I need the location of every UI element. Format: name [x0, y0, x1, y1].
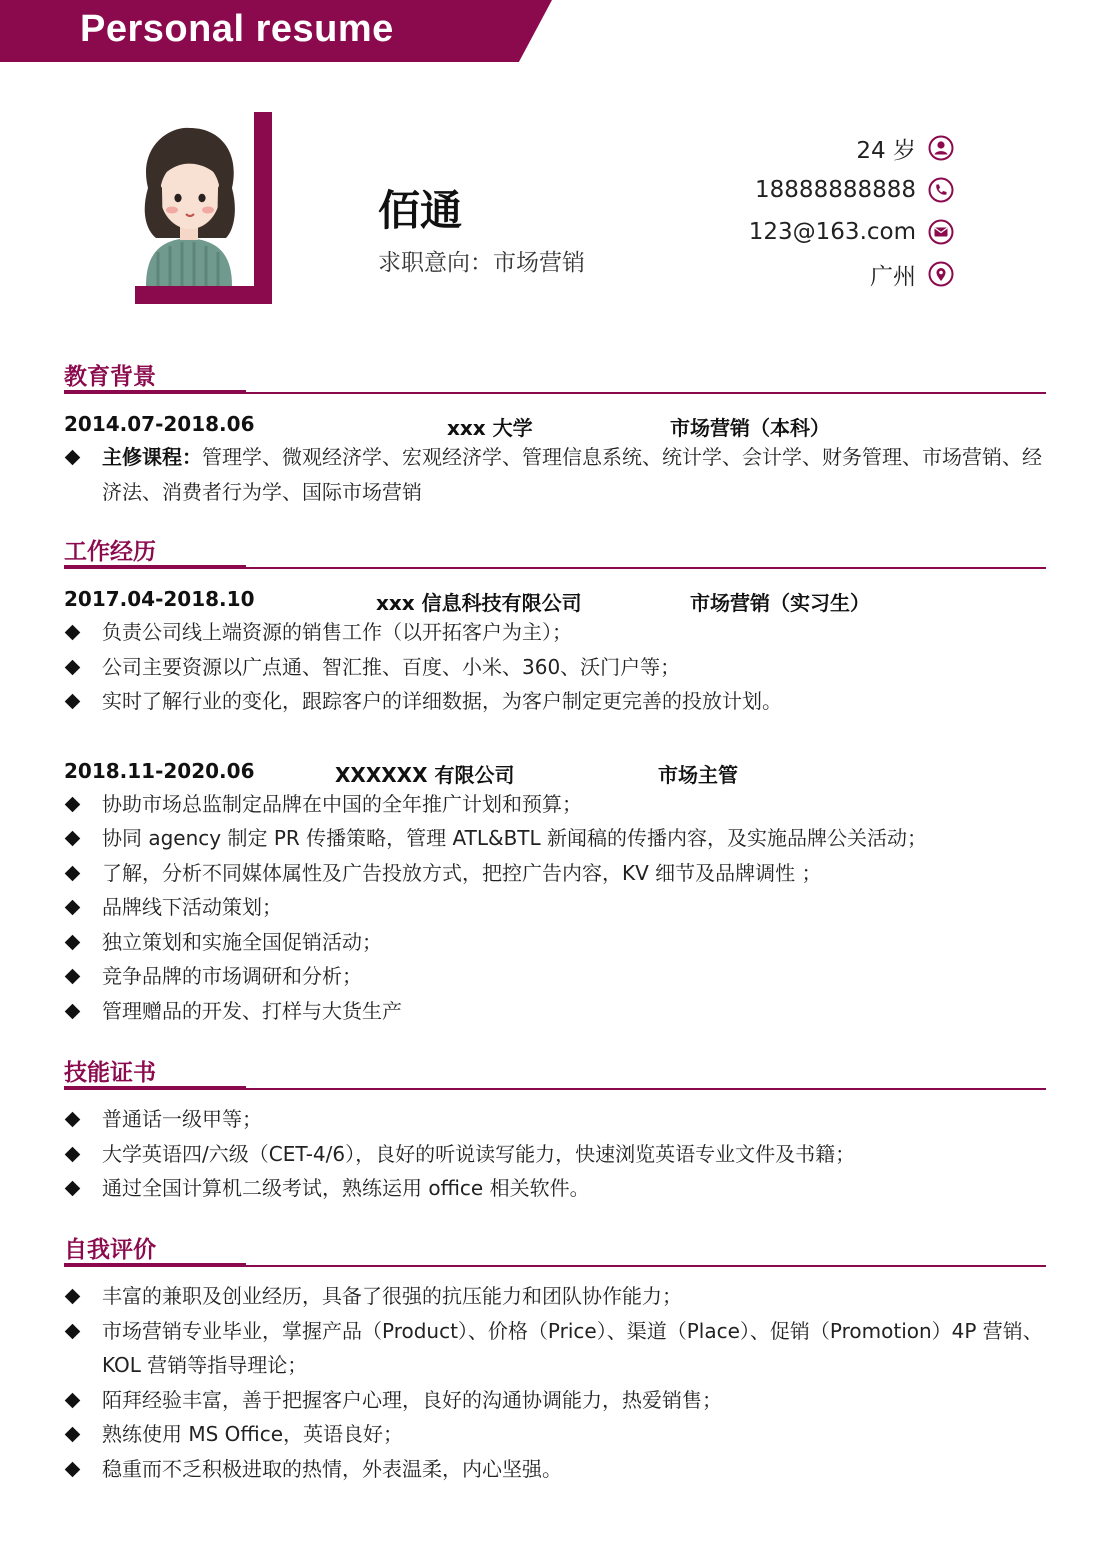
list-item: 稳重而不乏积极进取的热情，外表温柔，内心坚强。 — [64, 1452, 1046, 1487]
job-row — [64, 581, 1046, 615]
list-item: 协助市场总监制定品牌在中国的全年推广计划和预算； — [64, 787, 1046, 822]
contact-phone — [755, 175, 954, 205]
course-list: 管理学、微观经济学、宏观经济学、管理信息系统、统计学、会计学、财务管理、市场营销、经济法、消费者行为学、国际市场营销 — [102, 445, 1042, 504]
education-school: xxx 大学 — [447, 416, 533, 440]
job-row — [64, 753, 1046, 787]
job-intent: 求职意向：市场营销 — [378, 250, 585, 276]
course-label: 主修课程： — [102, 445, 202, 469]
education-period: 2014.07-2018.06 — [64, 412, 255, 436]
education-row — [64, 406, 1046, 440]
list-item: 普通话一级甲等； — [64, 1102, 1046, 1137]
self-eval-heading: 自我评价 — [64, 1237, 156, 1263]
photo-frame-bottom — [135, 286, 272, 304]
list-item: 公司主要资源以广点通、智汇推、百度、小米、360、沃门户等； — [64, 650, 1046, 685]
contact-email — [749, 217, 954, 247]
list-item: 实时了解行业的变化，跟踪客户的详细数据，为客户制定更完善的投放计划。 — [64, 684, 1046, 719]
education-heading: 教育背景 — [64, 364, 156, 390]
education-courses — [64, 440, 1046, 509]
contact-age-text: 24 岁 — [856, 137, 916, 164]
work-section — [64, 537, 1046, 1028]
avatar — [128, 118, 248, 286]
contact-location-text: 广州 — [870, 263, 916, 290]
section-rule — [64, 392, 1046, 394]
list-item: 通过全国计算机二级考试，熟练运用 office 相关软件。 — [64, 1171, 1046, 1206]
contact-email-text: 123@163.com — [748, 219, 916, 245]
section-rule — [64, 567, 1046, 569]
list-item: 负责公司线上端资源的销售工作（以开拓客户为主）； — [64, 615, 1046, 650]
job-company: xxx 信息科技有限公司 — [376, 591, 582, 615]
list-item: 熟练使用 MS Office，英语良好； — [64, 1417, 1046, 1452]
job-period: 2017.04-2018.10 — [64, 587, 255, 611]
list-item: 了解，分析不同媒体属性及广告投放方式，把控广告内容，KV 细节及品牌调性 ； — [64, 856, 1046, 891]
job-position: 市场主管 — [658, 762, 738, 787]
person-icon — [928, 135, 954, 161]
skills-section — [64, 1058, 1046, 1206]
list-item: 丰富的兼职及创业经历，具备了很强的抗压能力和团队协作能力； — [64, 1279, 1046, 1314]
section-rule — [64, 1265, 1046, 1267]
skills-heading: 技能证书 — [64, 1060, 156, 1086]
list-item: 陌拜经验丰富，善于把握客户心理，良好的沟通协调能力，热爱销售； — [64, 1383, 1046, 1418]
list-item: 独立策划和实施全国促销活动； — [64, 925, 1046, 960]
location-icon — [928, 261, 954, 287]
list-item: 品牌线下活动策划； — [64, 890, 1046, 925]
education-major: 市场营销（本科） — [670, 416, 830, 440]
bullet-icon — [65, 450, 81, 466]
candidate-name: 佰通 — [378, 186, 463, 235]
photo-frame — [254, 112, 272, 304]
education-section — [64, 362, 1046, 509]
list-item: 大学英语四/六级（CET-4/6），良好的听说读写能力，快速浏览英语专业文件及书籍； — [64, 1137, 1046, 1172]
section-rule — [64, 1088, 1046, 1090]
mail-icon — [928, 219, 954, 245]
list-item: 管理赠品的开发、打样与大货生产 — [64, 994, 1046, 1029]
contact-location — [870, 259, 954, 289]
list-item: 协同 agency 制定 PR 传播策略，管理 ATL&BTL 新闻稿的传播内容，及实施品牌公关活动； — [64, 821, 1046, 856]
self-eval-section — [64, 1235, 1046, 1486]
list-item: 竞争品牌的市场调研和分析； — [64, 959, 1046, 994]
work-heading: 工作经历 — [64, 539, 156, 565]
phone-icon — [928, 177, 954, 203]
contact-phone-text: 18888888888 — [755, 177, 916, 203]
page-title: Personal resume — [80, 8, 394, 50]
contact-age — [856, 133, 954, 163]
job-position: 市场营销（实习生） — [690, 591, 870, 615]
job-period: 2018.11-2020.06 — [64, 758, 255, 783]
job-company: XXXXXX 有限公司 — [335, 762, 515, 787]
list-item: 市场营销专业毕业，掌握产品（Product）、价格（Price）、渠道（Place）、促销（Promotion）4P 营销、KOL 营销等指导理论； — [64, 1314, 1046, 1383]
